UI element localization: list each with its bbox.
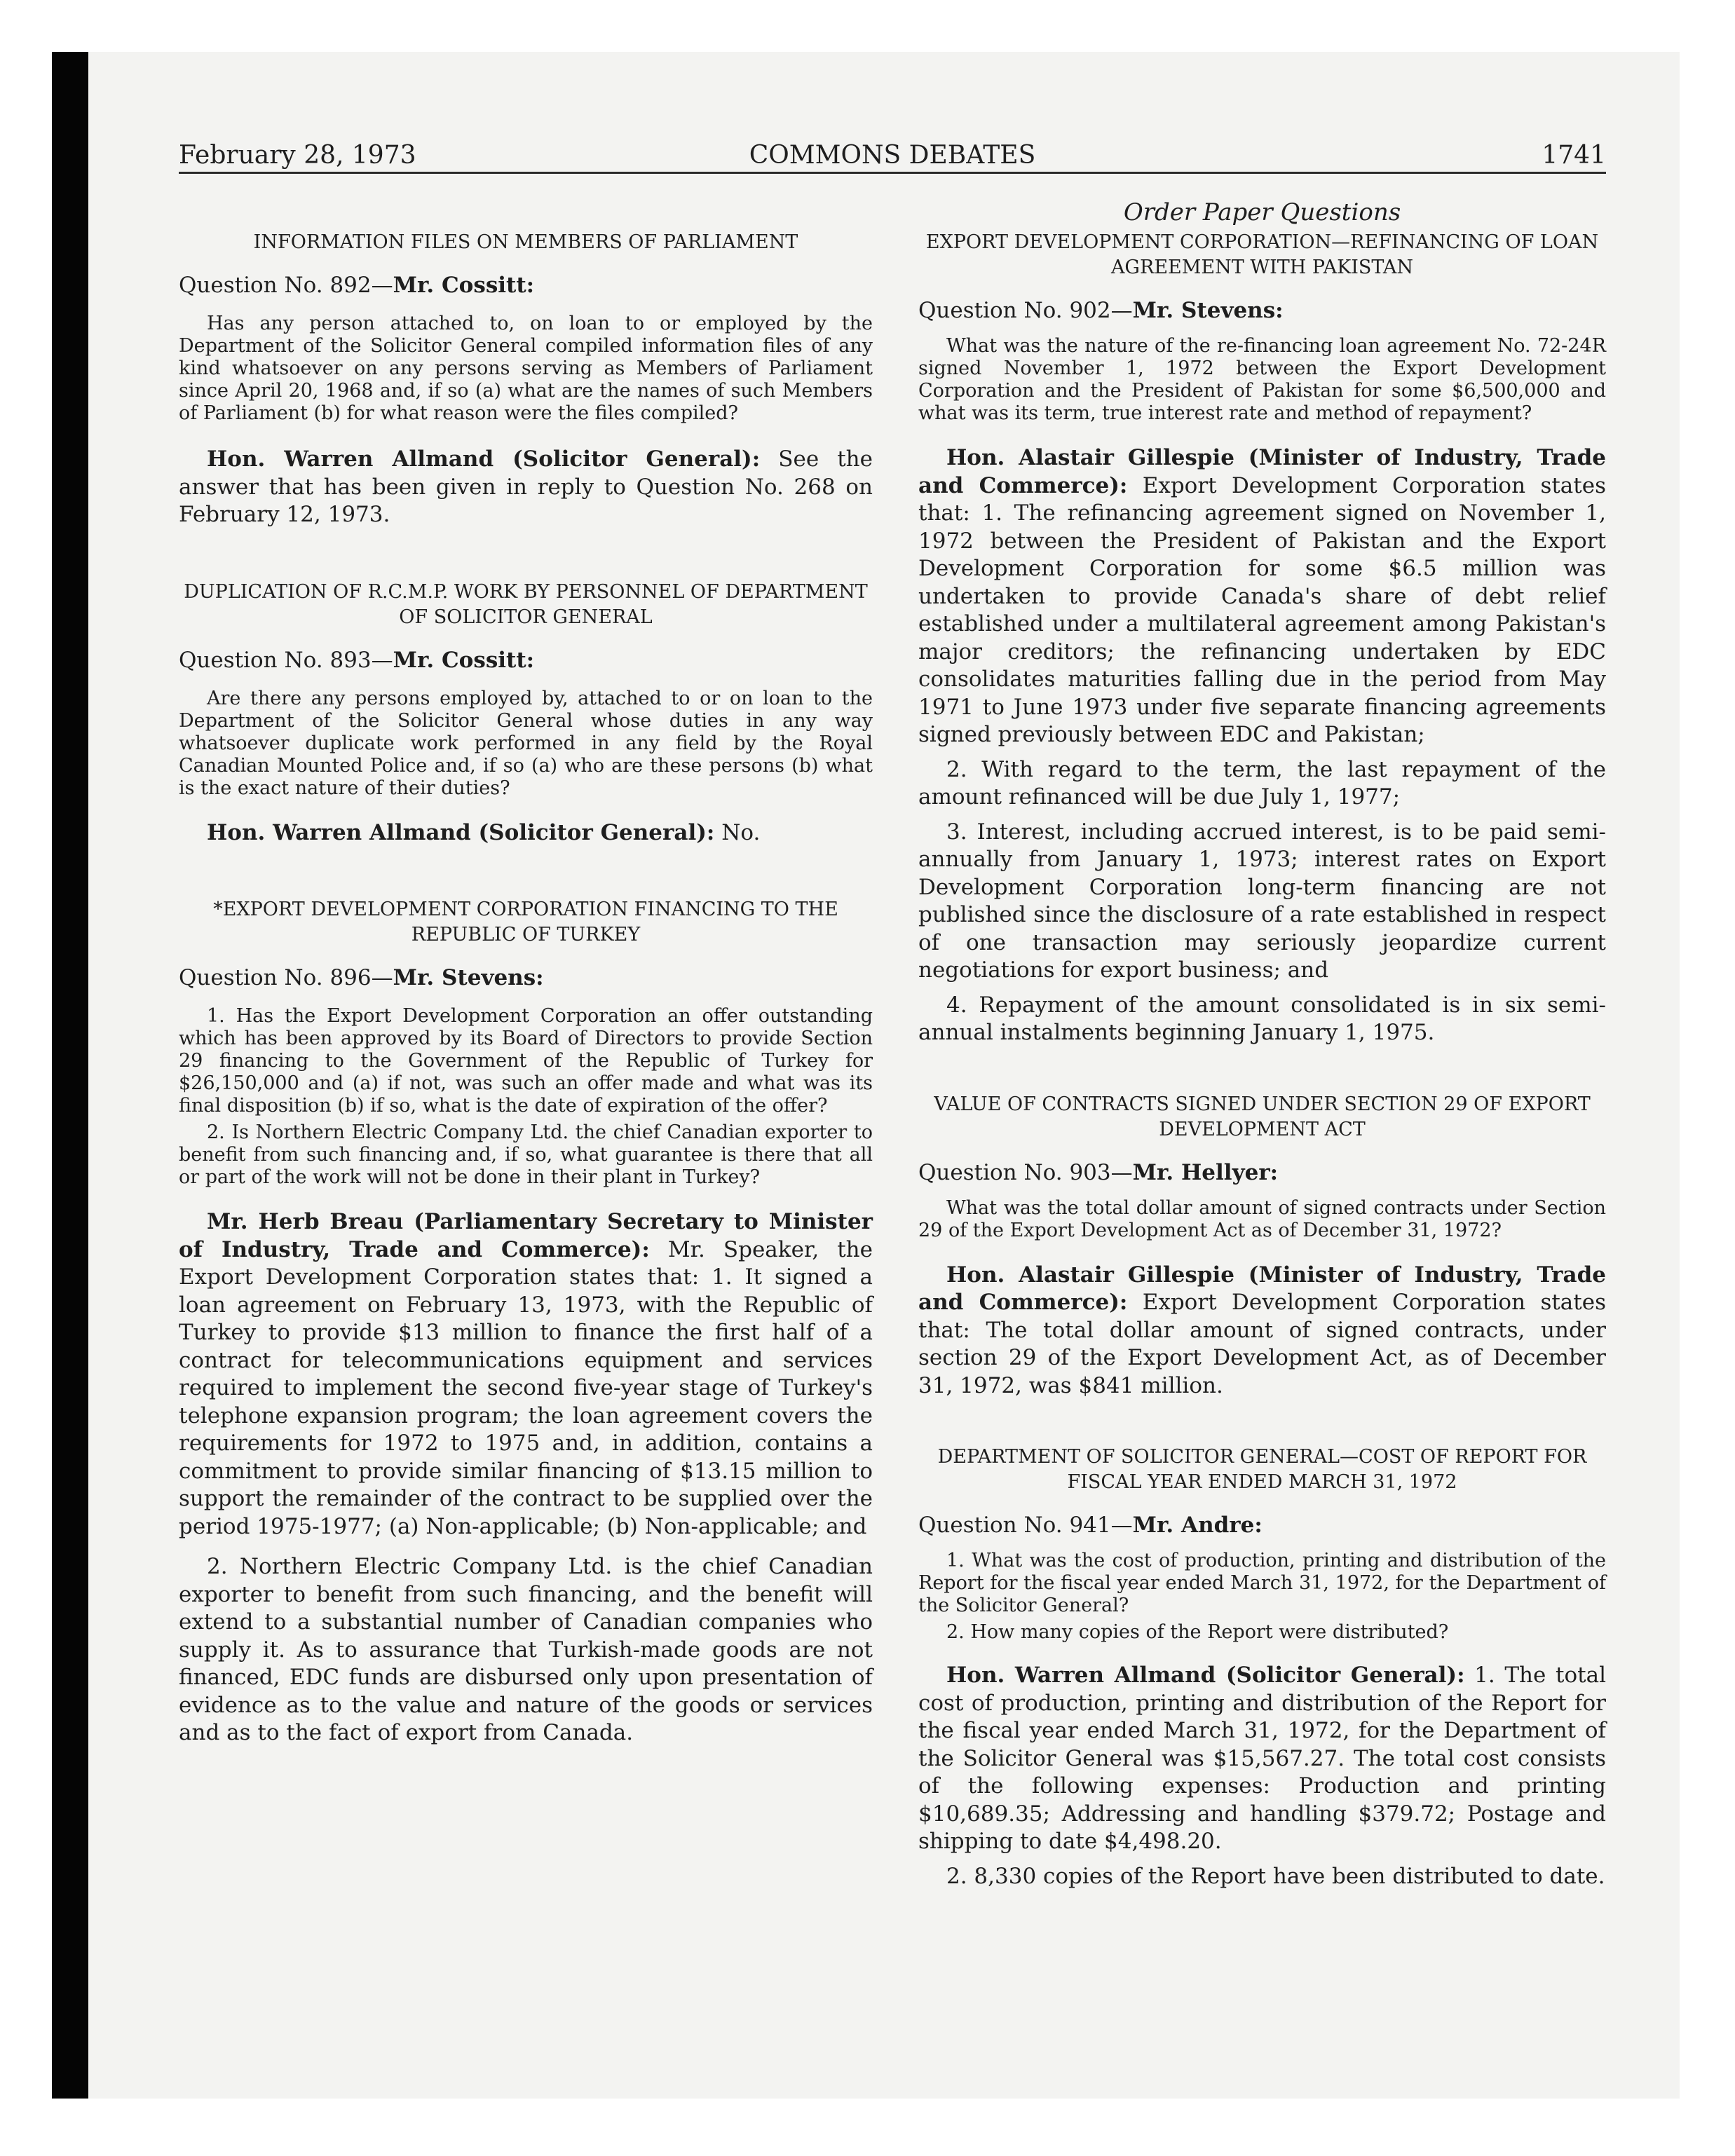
question-number: Question No. 903—Mr. Hellyer: <box>918 1159 1279 1185</box>
header-rule <box>179 172 1606 174</box>
question-number: Question No. 893—Mr. Cossitt: <box>179 647 535 673</box>
header-page-number: 1741 <box>1542 141 1606 170</box>
question-text: 2. Is Northern Electric Company Ltd. the chief Canadian exporter to benefit from such financing and, if so, what guarantee is there that all or part of the work will not be done in their plant in Turkey? <box>179 1121 873 1188</box>
answer-paragraph: Mr. Herb Breau (Parliamentary Secretary to Minister of Industry, Trade and Commerce): Mr. Speaker, the Export Development Corporation states that: 1. It signed a loan agreement on February 13, 1973, with the Republic of Turkey to provide $13 million to finance the first half of a contract for telecommunications equipment and services required to implement the second five-year stage of Turkey's telephone expansion program; the loan agreement covers the requirements for 1972 to 1975 and, in addition, contains a commitment to provide similar financing of $13.15 million to support the remainder of the contract to be supplied over the period 1975-1977; (a) Non-applicable; (b) Non-applicable; and <box>179 1209 873 1539</box>
left-column <box>179 224 873 1747</box>
question-text: Are there any persons employed by, attached to or on loan to the Department of the Solicitor General whose duties in any way whatsoever duplicate work performed in any field by the Royal Canadian Mounted Police and, if so (a) who are these persons (b) what is the exact nature of their duties? <box>179 687 873 799</box>
section-heading: *EXPORT DEVELOPMENT CORPORATION FINANCING TO THE REPUBLIC OF TURKEY <box>213 899 838 946</box>
answer-paragraph: 4. Repayment of the amount consolidated is in six semi-annual instalments beginning January 1, 1975. <box>918 992 1606 1045</box>
section-heading: EXPORT DEVELOPMENT CORPORATION—REFINANCING OF LOAN AGREEMENT WITH PAKISTAN <box>925 231 1599 278</box>
scan-edge-shadow <box>52 52 88 2099</box>
order-paper-title: Order Paper Questions <box>1123 198 1401 226</box>
question-text: 2. How many copies of the Report were distributed? <box>946 1621 1449 1643</box>
header-date: February 28, 1973 <box>179 141 416 170</box>
section-heading: DUPLICATION OF R.C.M.P. WORK BY PERSONNEL OF DEPARTMENT OF SOLICITOR GENERAL <box>184 580 868 628</box>
answer-paragraph: 2. With regard to the term, the last repayment of the amount refinanced will be due July 1, 1977; <box>918 756 1606 810</box>
question-section <box>179 580 873 847</box>
answer-paragraph: Hon. Alastair Gillespie (Minister of Industry, Trade and Commerce): Export Development Corporation states that: 1. The refinancing agreement signed on November 1, 1972 between the President of Pakistan and the Export Development Corporation for some $6.5 million was undertaken to provide Canada's share of debt relief established under a multilateral agreement among Pakistan's major creditors; the refinancing undertaken by EDC consolidates maturities falling due in the period from May 1971 to June 1973 under five separate financing agreements signed previously between EDC and Pakistan; <box>918 445 1606 747</box>
question-number: Question No. 892—Mr. Cossitt: <box>179 273 535 298</box>
right-column <box>918 224 1606 1890</box>
section-heading: DEPARTMENT OF SOLICITOR GENERAL—COST OF REPORT FOR FISCAL YEAR ENDED MARCH 31, 1972 <box>937 1446 1587 1493</box>
question-text: 1. Has the Export Development Corporation an offer outstanding which has been approved by its Board of Directors to provide Section 29 financing to the Government of the Republic of Turkey for $26,150,000 and (a) if not, was such an offer made and what was its final disposition (b) if so, what is the date of expiration of the offer? <box>179 1005 873 1117</box>
question-section <box>179 230 873 529</box>
question-text: Has any person attached to, on loan to or employed by the Department of the Solicitor General compiled information files of any kind whatsoever on any persons serving as Members of Parliament since April 20, 1968 and, if so (a) what are the names of such Members of Parliament (b) for what reason were the files compiled? <box>179 313 873 424</box>
answer-paragraph: Hon. Warren Allmand (Solicitor General): No. <box>207 819 761 845</box>
answer-paragraph: 2. 8,330 copies of the Report have been distributed to date. <box>946 1863 1605 1889</box>
question-section <box>918 230 1606 1047</box>
question-number: Question No. 902—Mr. Stevens: <box>918 298 1284 323</box>
question-number: Question No. 896—Mr. Stevens: <box>179 965 544 990</box>
question-section <box>918 1445 1606 1890</box>
section-heading: INFORMATION FILES ON MEMBERS OF PARLIAMENT <box>253 231 798 253</box>
question-text: What was the total dollar amount of signed contracts under Section 29 of the Export Development Act as of December 31, 1972? <box>918 1196 1606 1241</box>
answer-paragraph: Hon. Alastair Gillespie (Minister of Industry, Trade and Commerce): Export Development Corporation states that: The total dollar amount of signed contracts, under section 29 of the Export Development Act, as of December 31, 1972, was $841 million. <box>918 1262 1606 1398</box>
question-section <box>918 1092 1606 1400</box>
question-section <box>179 897 873 1747</box>
section-heading: VALUE OF CONTRACTS SIGNED UNDER SECTION 29 OF EXPORT DEVELOPMENT ACT <box>934 1093 1591 1140</box>
header-title: COMMONS DEBATES <box>749 141 1036 170</box>
answer-paragraph: Hon. Warren Allmand (Solicitor General): See the answer that has been given in reply to Question No. 268 on February 12, 1973. <box>179 446 873 527</box>
answer-paragraph: 3. Interest, including accrued interest, is to be paid semi-annually from January 1, 1973; interest rates on Export Development Corporation long-term financing are not published since the disclosure of a rate established in respect of one transaction may seriously jeopardize current negotiations for export business; and <box>918 819 1606 983</box>
answer-paragraph: 2. Northern Electric Company Ltd. is the chief Canadian exporter to benefit from such financing, and the benefit will extend to a substantial number of Canadian companies who supply it. As to assurance that Turkish-made goods are not financed, EDC funds are disbursed only upon presentation of evidence as to the value and nature of the goods or services and as to the fact of export from Canada. <box>179 1554 873 1745</box>
page-header <box>179 139 1606 172</box>
question-number: Question No. 941—Mr. Andre: <box>918 1513 1263 1538</box>
question-text: 1. What was the cost of production, printing and distribution of the Report for the fiscal year ended March 31, 1972, for the Department of the Solicitor General? <box>918 1550 1606 1616</box>
answer-paragraph: Hon. Warren Allmand (Solicitor General): 1. The total cost of production, printing and distribution of the Report for the fiscal year ended March 31, 1972, for the Department of the Solicitor General was $15,567.27. The total cost consists of the following expenses: Production and printing $10,689.35; Addressing and handling $379.72; Postage and shipping to date $4,498.20. <box>918 1663 1606 1854</box>
question-text: What was the nature of the re-financing loan agreement No. 72-24R signed November 1, 1972 between the Export Development Corporation and the President of Pakistan for some $6,500,000 and what was its term, true interest rate and method of repayment? <box>918 335 1606 424</box>
